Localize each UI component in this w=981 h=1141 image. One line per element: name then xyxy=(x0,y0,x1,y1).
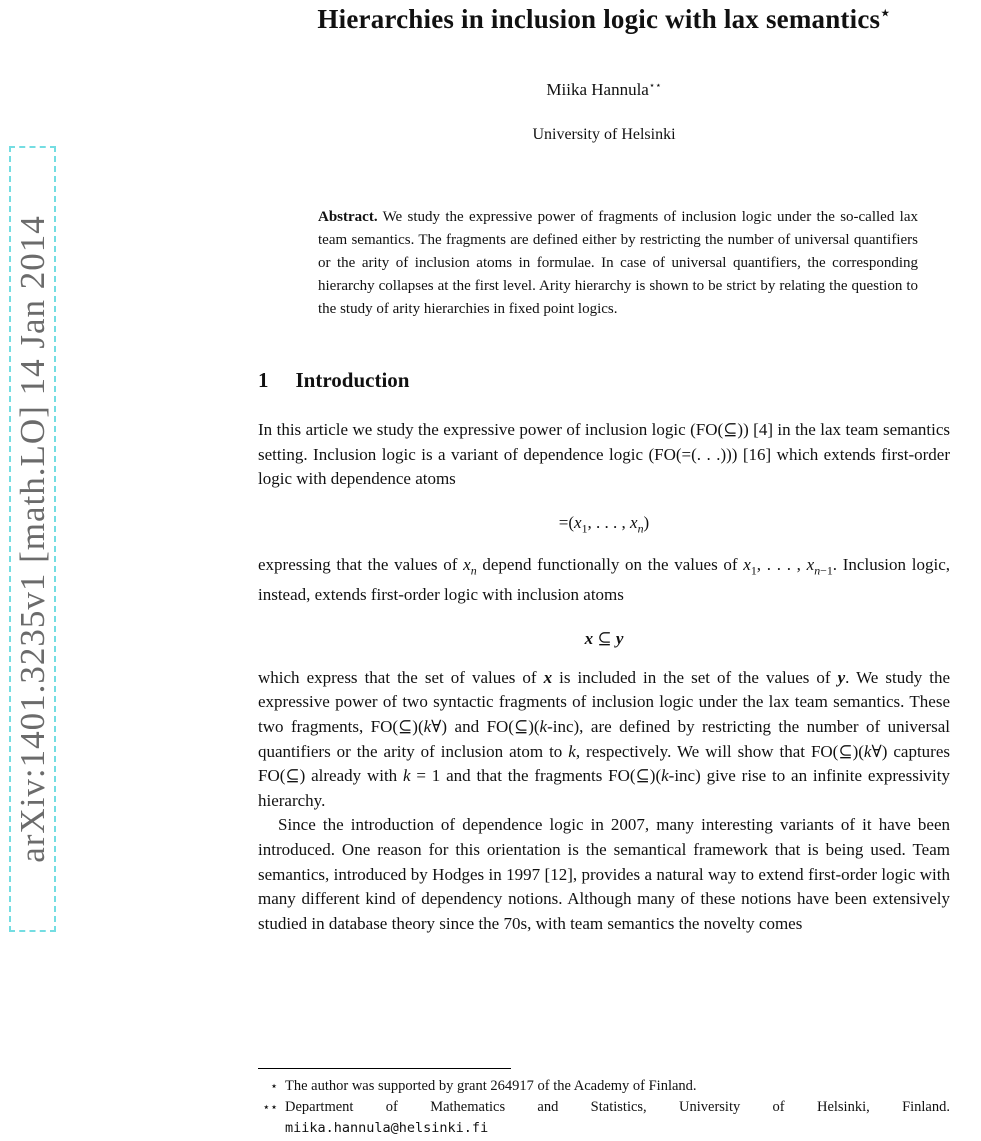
abstract-block xyxy=(318,206,918,321)
footnote-1 xyxy=(258,1076,950,1097)
footnote-2 xyxy=(258,1097,950,1139)
intro-paragraph-1: In this article we study the expressive power of inclusion logic (FO(⊆)) [4] in the lax team semantics setting. Inclusion logic is a variant of dependence logic (FO(=(. . .))) [16] which extends first-order logic with dependence atoms xyxy=(258,420,950,489)
author-affiliation: University of Helsinki xyxy=(532,126,676,143)
footnote-rule xyxy=(258,1068,511,1069)
author-name: Miika Hannula⋆⋆ xyxy=(546,80,662,99)
footnote-2-text: Department of Mathematics and Statistics, University of Helsinki, Finland. xyxy=(285,1099,950,1115)
footnote-2-marker: ⋆⋆ xyxy=(262,1100,278,1114)
display-equation-dependence-atom: $=(x_1$, . . . , $x_n$) xyxy=(558,512,650,536)
intro-paragraph-2: expressing that the values of $x_n$ depend functionally on the values of $x_1$, . . . , $x_{n-1}$. Inclusion logic, instead, extends first-order logic with inclusion atoms xyxy=(258,555,950,605)
display-equation-inclusion-atom: x ⊆ y xyxy=(584,628,624,648)
section-1-number: 1 xyxy=(258,368,269,392)
abstract-text: We study the expressive power of fragments of inclusion logic under the so-called lax team semantics. The fragments are defined either by restricting the number of universal quantifiers or the arity of inclusion atoms in formulae. In case of universal quantifiers, the corresponding hierarchy collapses at the first level. Arity hierarchy is shown to be strict by relating the question to the study of arity hierarchies in fixed point logics. xyxy=(318,209,918,317)
intro-paragraph-3: which express that the set of values of x is included in the set of the values of y. We study the expressive power of two syntactic fragments of inclusion logic under the lax team semantics. These two fragments, FO(⊆)(k∀) and FO(⊆)(k-inc), are defined by restricting the number of universal quantifiers or the arity of inclusion atom to k, respectively. We will show that FO(⊆)(k∀) captures FO(⊆) already with k = 1 and that the fragments FO(⊆)(k-inc) give rise to an infinite expressivity hierarchy. xyxy=(258,667,951,810)
footnotes-block xyxy=(258,1068,950,1139)
arxiv-stamp-link[interactable] xyxy=(9,146,56,932)
article-column xyxy=(258,0,950,936)
intro-paragraph-4: Since the introduction of dependence logic in 2007, many interesting variants of it have been introduced. One reason for this orientation is the semantical framework that is being used. Team semantics, introduced by Hodges in 1997 [12], provides a natural way to extend first-order logic with many different kind of dependency notions. Although many of these notions have been extensively studied in database theory since the 70s, with team semantics the novelty comes xyxy=(258,815,950,933)
footnote-2-email: miika.hannula@helsinki.fi xyxy=(285,1120,489,1136)
footnote-2-body xyxy=(285,1097,950,1139)
section-1-heading xyxy=(258,368,950,393)
arxiv-stamp-text: arXiv:1401.3235v1 [math.LO] 14 Jan 2014 xyxy=(12,215,52,863)
footnote-1-text: The author was supported by grant 264917 of the Academy of Finland. xyxy=(285,1078,697,1094)
section-1-title: Introduction xyxy=(295,368,410,392)
footnote-1-marker: ⋆ xyxy=(270,1079,278,1093)
abstract-label: Abstract. xyxy=(318,209,378,225)
paper-title: Hierarchies in inclusion logic with lax semantics⋆ xyxy=(317,4,891,34)
